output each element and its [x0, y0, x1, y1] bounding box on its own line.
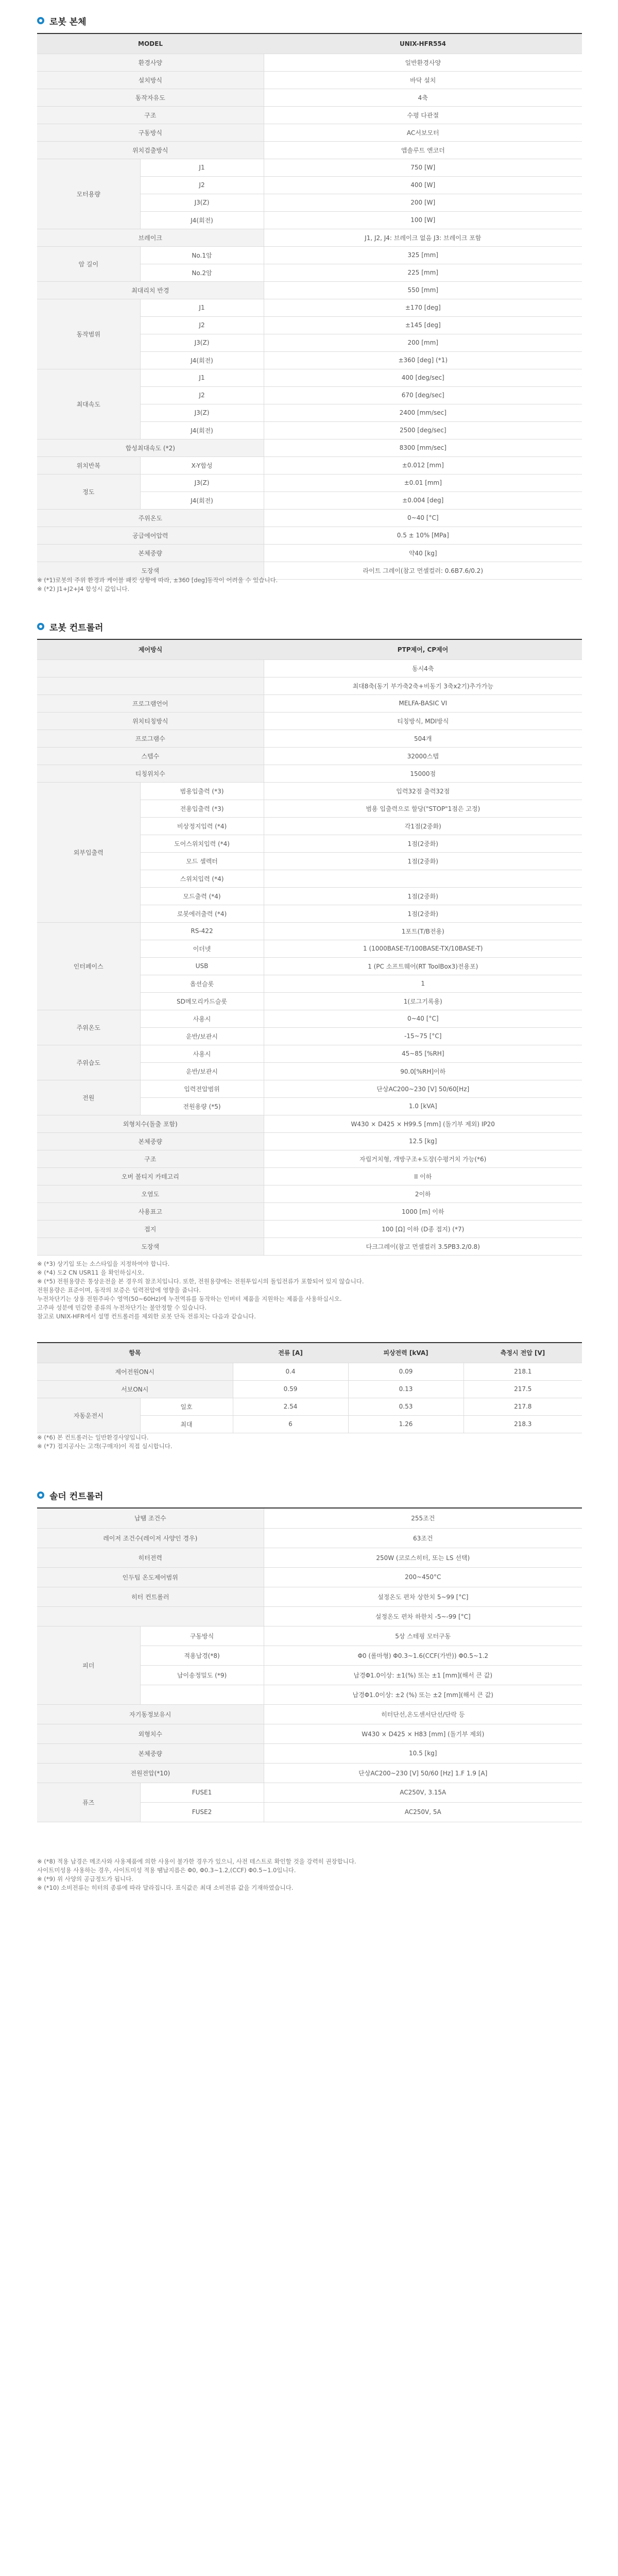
- row-label: 접지: [37, 1220, 264, 1238]
- table-row: [37, 246, 582, 264]
- table-row: [37, 694, 582, 712]
- row-value: 2400 [mm/sec]: [264, 404, 582, 421]
- row-value: 1 (PC 소프트웨어(RT ToolBox3)전용포): [264, 957, 582, 975]
- table-row: [37, 1045, 582, 1062]
- current-table-wrap: [37, 1342, 582, 1433]
- row-label: 피더: [37, 1626, 140, 1704]
- row-value: 일반환경사양: [264, 54, 582, 71]
- row-value: ±0.012 [mm]: [264, 456, 582, 474]
- row-sublabel: J1: [140, 369, 264, 386]
- row-sublabel: J2: [140, 176, 264, 194]
- row-value: 1점(2중화): [264, 852, 582, 870]
- row-label: 전원전압(*10): [37, 1763, 264, 1783]
- row-value: ±170 [deg]: [264, 299, 582, 316]
- row-label: 본체중량: [37, 1132, 264, 1150]
- row-label: 외형치수(돌출 포함): [37, 1115, 264, 1132]
- row-value: 0~40 [°C]: [264, 1010, 582, 1027]
- row-label: 공급에어압력: [37, 527, 264, 544]
- table-row: [37, 1704, 582, 1724]
- row-value: 최대8축(동기 부가축2축+비동기 3축x2기)추가가능: [264, 677, 582, 694]
- row-sublabel: FUSE1: [140, 1783, 264, 1802]
- row-sublabel: 운반/보관시: [140, 1027, 264, 1045]
- row-value: 1.26: [348, 1415, 464, 1433]
- row-value: 납경Φ1.0이상: ±2 (%) 또는 ±2 [mm](해서 큰 값): [264, 1685, 582, 1704]
- row-value: W430 × D425 × H83 [mm] (돌기부 제외): [264, 1724, 582, 1743]
- row-value: 1점(2중화): [264, 905, 582, 922]
- row-label: 동작범위: [37, 299, 140, 369]
- table-row: [37, 1509, 582, 1528]
- table-row: [37, 659, 582, 677]
- row-value: 티칭방식, MDI방식: [264, 712, 582, 730]
- row-sublabel: 비상정지입력 (*4): [140, 817, 264, 835]
- bullet-icon: [37, 623, 44, 630]
- row-sublabel: J4(회전): [140, 492, 264, 509]
- header-value: PTP제어, CP제어: [264, 640, 582, 659]
- robot-body-notes: [37, 576, 582, 594]
- table-row: [37, 1150, 582, 1167]
- row-sublabel: 사용시: [140, 1045, 264, 1062]
- row-label: 주위온도: [37, 1010, 140, 1045]
- row-value: 납경Φ1.0이상: ±1(%) 또는 ±1 [mm](해서 큰 값): [264, 1665, 582, 1685]
- row-sublabel: J1: [140, 159, 264, 176]
- section-title-text: 로봇 본체: [49, 16, 87, 27]
- note-line: ※ (*7) 접지공사는 고객(구매자)이 직접 실시합니다.: [37, 1443, 173, 1450]
- table-row: [37, 1202, 582, 1220]
- table-row: [37, 89, 582, 106]
- robot-controller-spec-table: [37, 640, 582, 1256]
- row-value: 218.1: [464, 1363, 582, 1380]
- row-value: 수평 다관절: [264, 106, 582, 124]
- row-label: 전원: [37, 1080, 140, 1115]
- row-sublabel: 적용납경(*8): [140, 1646, 264, 1665]
- row-label: 프로그램언어: [37, 694, 264, 712]
- row-sublabel: 전원용량 (*5): [140, 1097, 264, 1115]
- row-value: 바닥 설치: [264, 71, 582, 89]
- row-label: 위치티칭방식: [37, 712, 264, 730]
- table-header-row: [37, 640, 582, 659]
- table-row: [37, 765, 582, 782]
- row-value: 200 [mm]: [264, 334, 582, 351]
- row-sublabel: J1: [140, 299, 264, 316]
- row-value: W430 × D425 × H99.5 [mm] (돌기부 제외) IP20: [264, 1115, 582, 1132]
- table-row: [37, 509, 582, 527]
- row-label-empty: [37, 1606, 264, 1626]
- row-label: 암 길이: [37, 246, 140, 281]
- table-row: [37, 1398, 582, 1415]
- row-label: 외형치수: [37, 1724, 264, 1743]
- row-value: [264, 870, 582, 887]
- row-value: 약40 [kg]: [264, 544, 582, 562]
- row-value: 설정온도 편차 하한치 -5~-99 [°C]: [264, 1606, 582, 1626]
- robot-controller-notes: [37, 1260, 582, 1321]
- row-value: ±0.01 [mm]: [264, 474, 582, 492]
- table-row: [37, 229, 582, 246]
- row-sublabel: 일호: [140, 1398, 233, 1415]
- row-value: 1: [264, 975, 582, 992]
- row-value: 설정온도 편차 상한치 5~99 [°C]: [264, 1587, 582, 1606]
- solder-controller-table-wrap: [37, 1509, 582, 1822]
- row-value: 15000점: [264, 765, 582, 782]
- table-row: [37, 141, 582, 159]
- row-label: 정도: [37, 474, 140, 509]
- row-sublabel: J4(회전): [140, 351, 264, 369]
- row-sublabel: 전용입출력 (*3): [140, 800, 264, 817]
- row-value: 2500 [deg/sec]: [264, 421, 582, 439]
- row-sublabel: 모드 셀렉터: [140, 852, 264, 870]
- row-value: ±145 [deg]: [264, 316, 582, 334]
- row-value: 255조건: [264, 1509, 582, 1528]
- table-row: [37, 1080, 582, 1097]
- row-value: 63조건: [264, 1528, 582, 1548]
- row-value: J1, J2, J4: 브레이크 없음 J3: 브레이크 포함: [264, 229, 582, 246]
- table-row: [37, 474, 582, 492]
- solder-controller-notes: [37, 1857, 582, 1892]
- row-label: 오염도: [37, 1185, 264, 1202]
- row-sublabel: No.1암: [140, 246, 264, 264]
- row-value: 2.54: [233, 1398, 348, 1415]
- row-sublabel: 옵션슬롯: [140, 975, 264, 992]
- section-title-text: 솔더 컨트롤러: [49, 1491, 104, 1502]
- robot-controller-table-wrap: [37, 640, 582, 1256]
- row-sublabel: [140, 1685, 264, 1704]
- note-line: ※ (*5) 전원용량은 통상운전을 본 경우의 참조치입니다. 또한, 전원용량에는 전원투입시의 돌입전류가 포함되어 있지 않습니다.: [37, 1278, 364, 1285]
- row-label: 인두팁 온도제어범위: [37, 1567, 264, 1587]
- solder-controller-spec-table: [37, 1509, 582, 1822]
- row-label: 구동방식: [37, 124, 264, 141]
- header-label: 제어방식: [37, 640, 264, 659]
- table-header-row: [37, 34, 582, 54]
- table-row: [37, 544, 582, 562]
- row-label: 본체중량: [37, 1743, 264, 1763]
- table-row: [37, 1363, 582, 1380]
- section-title-text: 로봇 컨트롤러: [49, 622, 104, 633]
- row-label: 구조: [37, 106, 264, 124]
- table-row: [37, 124, 582, 141]
- section-title-robot-controller: [37, 620, 103, 633]
- table-row: [37, 782, 582, 800]
- note-line: ※ (*2) J1+J2+J4 합성시 값입니다.: [37, 585, 130, 592]
- row-sublabel: No.2암: [140, 264, 264, 281]
- note-line: 사이트미성용 사용하는 경우, 사이트미성 적용 땜납지름은 Φ0, Φ0.3~1.2,(CCF) Φ0.5~1.0입니다.: [37, 1867, 296, 1874]
- row-sublabel: J3(Z): [140, 194, 264, 211]
- row-sublabel: FUSE2: [140, 1802, 264, 1822]
- row-value: 45~85 [%RH]: [264, 1045, 582, 1062]
- row-value: 입력32점 출력32점: [264, 782, 582, 800]
- note-line: 고주파 성분에 민감한 종류의 누전차단기는 불안정할 수 있습니다.: [37, 1304, 207, 1311]
- bullet-icon: [37, 1492, 44, 1499]
- note-line: ※ (*1)로봇의 주위 환경과 케이블 패킷 상황에 따라, ±360 [deg]동작이 어려울 수 있습니다.: [37, 577, 278, 584]
- section-title-robot-body: [37, 14, 87, 27]
- row-sublabel: J4(회전): [140, 421, 264, 439]
- row-label: 서보ON시: [37, 1380, 233, 1398]
- robot-controller-notes-2: [37, 1433, 582, 1451]
- row-sublabel: 구동방식: [140, 1626, 264, 1646]
- row-value: 1.0 [kVA]: [264, 1097, 582, 1115]
- row-label: 퓨즈: [37, 1783, 140, 1822]
- table-row: [37, 1763, 582, 1783]
- header-label: MODEL: [37, 34, 264, 54]
- row-label: 스텝수: [37, 747, 264, 765]
- header-value: UNIX-HFR554: [264, 34, 582, 54]
- row-value: ±360 [deg] (*1): [264, 351, 582, 369]
- row-sublabel: J2: [140, 316, 264, 334]
- row-label: 제어전원ON시: [37, 1363, 233, 1380]
- row-label: 오버 볼티지 카테고리: [37, 1167, 264, 1185]
- row-sublabel: J3(Z): [140, 404, 264, 421]
- row-value: 0.09: [348, 1363, 464, 1380]
- row-value: AC250V, 5A: [264, 1802, 582, 1822]
- note-line: ※ (*3) 상기입 또는 소스타입을 지정하여야 합니다.: [37, 1260, 170, 1267]
- row-value: 0.5 ± 10% [MPa]: [264, 527, 582, 544]
- note-line: ※ (*8) 적용 납경은 메조사와 사용제품에 의한 사용이 불가한 경우가 있으니, 사전 테스트로 확인할 것을 강력히 권장합니다.: [37, 1858, 356, 1865]
- row-sublabel: 이더넷: [140, 940, 264, 957]
- row-label: 히터전력: [37, 1548, 264, 1567]
- row-label-empty: [37, 677, 264, 694]
- row-label: 위치반복: [37, 456, 140, 474]
- header-col: 전류 [A]: [233, 1343, 348, 1363]
- table-row: [37, 1743, 582, 1763]
- note-line: 누전차단기는 상용 전원주파수 영역(50~60Hz)에 누전역류를 동작하는 인버터 제품을 지원하는 제품을 사용하십시오.: [37, 1295, 342, 1302]
- header-item: 항목: [37, 1343, 233, 1363]
- table-row: [37, 369, 582, 386]
- row-value: 0.4: [233, 1363, 348, 1380]
- row-sublabel: J3(Z): [140, 474, 264, 492]
- row-value: 단상AC200~230 [V] 50/60 [Hz] 1.F 1.9 [A]: [264, 1763, 582, 1783]
- row-label: 주위온도: [37, 509, 264, 527]
- table-row: [37, 677, 582, 694]
- row-sublabel: 로봇에러출력 (*4): [140, 905, 264, 922]
- table-row: [37, 1724, 582, 1743]
- row-label: 도장색: [37, 1238, 264, 1255]
- row-sublabel: J3(Z): [140, 334, 264, 351]
- table-row: [37, 439, 582, 456]
- row-value: 400 [deg/sec]: [264, 369, 582, 386]
- table-row: [37, 1606, 582, 1626]
- row-label: 브레이크: [37, 229, 264, 246]
- row-value: Φ0 (롤마형) Φ0.3~1.6(CCF(가반)) Φ0.5~1.2: [264, 1646, 582, 1665]
- header-col: 피상전력 [kVA]: [348, 1343, 464, 1363]
- row-value: 100 [Ω] 이하 (D종 접지) (*7): [264, 1220, 582, 1238]
- row-value: 225 [mm]: [264, 264, 582, 281]
- row-value: 200~450°C: [264, 1567, 582, 1587]
- row-value: 217.5: [464, 1380, 582, 1398]
- row-value: 1점(2중화): [264, 887, 582, 905]
- row-value: 550 [mm]: [264, 281, 582, 299]
- table-row: [37, 1587, 582, 1606]
- row-label: 본체중량: [37, 544, 264, 562]
- table-row: [37, 159, 582, 176]
- row-label-empty: [37, 659, 264, 677]
- row-label: 납땜 조건수: [37, 1509, 264, 1528]
- row-label: 구조: [37, 1150, 264, 1167]
- table-row: [37, 71, 582, 89]
- row-value: II 이하: [264, 1167, 582, 1185]
- row-value: 750 [W]: [264, 159, 582, 176]
- table-row: [37, 1238, 582, 1255]
- row-value: 각1점(2중화): [264, 817, 582, 835]
- row-value: 자립거치형, 개방구조+도장(수평거치 가능(*6): [264, 1150, 582, 1167]
- row-sublabel: X-Y합성: [140, 456, 264, 474]
- row-label: 자동운전시: [37, 1398, 140, 1433]
- table-row: [37, 1115, 582, 1132]
- row-value: 1 (1000BASE-T/100BASE-TX/10BASE-T): [264, 940, 582, 957]
- table-row: [37, 456, 582, 474]
- table-row: [37, 1380, 582, 1398]
- row-label: 최대속도: [37, 369, 140, 439]
- table-row: [37, 1132, 582, 1150]
- row-label: 모터용량: [37, 159, 140, 229]
- table-row: [37, 1010, 582, 1027]
- table-row: [37, 1548, 582, 1567]
- row-label: 주위습도: [37, 1045, 140, 1080]
- table-row: [37, 1220, 582, 1238]
- table-row: [37, 730, 582, 747]
- row-value: 라이트 그레이(참고 먼셀컬러: 0.6B7.6/0.2): [264, 562, 582, 579]
- table-row: [37, 1167, 582, 1185]
- row-sublabel: 범용입출력 (*3): [140, 782, 264, 800]
- row-value: 0.53: [348, 1398, 464, 1415]
- row-label: 위치검출방식: [37, 141, 264, 159]
- row-value: 217.8: [464, 1398, 582, 1415]
- row-value: 1포트(T/B전용): [264, 922, 582, 940]
- row-value: 다크그레이(참고 먼셀컬러 3.5PB3.2/0.8): [264, 1238, 582, 1255]
- table-row: [37, 712, 582, 730]
- row-value: 670 [deg/sec]: [264, 386, 582, 404]
- header-col: 측정시 전압 [V]: [464, 1343, 582, 1363]
- note-line: 참고로 UNIX-HFR에서 설명 컨트롤러를 제외한 로봇 단독 전류치는 다음과 같습니다.: [37, 1313, 256, 1320]
- row-sublabel: J2: [140, 386, 264, 404]
- row-label: 동작자유도: [37, 89, 264, 106]
- row-value: 6: [233, 1415, 348, 1433]
- row-sublabel: 도어스위치입력 (*4): [140, 835, 264, 852]
- row-label: 인터페이스: [37, 922, 140, 1010]
- table-row: [37, 1528, 582, 1548]
- row-value: 4축: [264, 89, 582, 106]
- row-value: MELFA-BASIC VI: [264, 694, 582, 712]
- row-value: 0.59: [233, 1380, 348, 1398]
- row-value: 504개: [264, 730, 582, 747]
- row-sublabel: 모드출력 (*4): [140, 887, 264, 905]
- row-label: 설치방식: [37, 71, 264, 89]
- table-row: [37, 1567, 582, 1587]
- row-value: 동시4축: [264, 659, 582, 677]
- row-sublabel: 사용시: [140, 1010, 264, 1027]
- row-label: 도장색: [37, 562, 264, 579]
- row-label: 히터 컨트롤러: [37, 1587, 264, 1606]
- row-value: 200 [W]: [264, 194, 582, 211]
- row-label: 외부입출력: [37, 782, 140, 922]
- row-label: 자기동정보유시: [37, 1704, 264, 1724]
- table-row: [37, 1783, 582, 1802]
- row-value: 0~40 [°C]: [264, 509, 582, 527]
- row-sublabel: 운반/보관시: [140, 1062, 264, 1080]
- row-value: -15~75 [°C]: [264, 1027, 582, 1045]
- table-row: [37, 106, 582, 124]
- row-value: 단상AC200~230 [V] 50/60[Hz]: [264, 1080, 582, 1097]
- row-sublabel: 최대: [140, 1415, 233, 1433]
- robot-current-table: [37, 1343, 582, 1433]
- row-value: 8300 [mm/sec]: [264, 439, 582, 456]
- robot-body-table-wrap: [37, 34, 582, 580]
- row-value: ±0.004 [deg]: [264, 492, 582, 509]
- row-value: 5상 스테핑 모터구동: [264, 1626, 582, 1646]
- table-header-row: [37, 1343, 582, 1363]
- row-sublabel: J4(회전): [140, 211, 264, 229]
- row-value: 12.5 [kg]: [264, 1132, 582, 1150]
- table-row: [37, 527, 582, 544]
- note-line: ※ (*4) 도2 CN USR11 을 확인하십시오.: [37, 1269, 145, 1276]
- note-line: ※ (*10) 소비전류는 히터의 종류에 따라 달라집니다. 표식값은 최대 소비전류 값을 기재하였습니다.: [37, 1884, 294, 1891]
- row-value: 앱솔루트 엔코더: [264, 141, 582, 159]
- row-sublabel: RS-422: [140, 922, 264, 940]
- row-sublabel: 입력전압범위: [140, 1080, 264, 1097]
- row-label: 프로그램수: [37, 730, 264, 747]
- robot-body-spec-table: [37, 34, 582, 580]
- row-value: 218.3: [464, 1415, 582, 1433]
- row-value: 1000 [m] 이하: [264, 1202, 582, 1220]
- row-label: 합성최대속도 (*2): [37, 439, 264, 456]
- table-row: [37, 281, 582, 299]
- row-sublabel: SD메모리카드슬롯: [140, 992, 264, 1010]
- table-row: [37, 747, 582, 765]
- row-value: 범용 입출력으로 할당("STOP"1점은 고정): [264, 800, 582, 817]
- row-value: 히터단선,온도센서단선/단락 등: [264, 1704, 582, 1724]
- bullet-icon: [37, 17, 44, 24]
- row-value: 400 [W]: [264, 176, 582, 194]
- row-label: 최대리치 반경: [37, 281, 264, 299]
- row-value: 1(로그기록용): [264, 992, 582, 1010]
- section-title-solder-controller: [37, 1489, 103, 1501]
- row-label: 레이저 조건수(레이저 사양인 경우): [37, 1528, 264, 1548]
- row-label: 사용표고: [37, 1202, 264, 1220]
- row-value: 0.13: [348, 1380, 464, 1398]
- table-row: [37, 922, 582, 940]
- row-sublabel: USB: [140, 957, 264, 975]
- row-value: AC250V, 3.15A: [264, 1783, 582, 1802]
- table-row: [37, 1626, 582, 1646]
- table-row: [37, 54, 582, 71]
- row-value: 32000스텝: [264, 747, 582, 765]
- note-line: ※ (*9) 위 사양의 공급정도가 됩니다.: [37, 1875, 133, 1883]
- row-value: 100 [W]: [264, 211, 582, 229]
- note-line: ※ (*6) 본 컨트롤러는 일반환경사양입니다.: [37, 1434, 149, 1441]
- row-value: 90.0[%RH]이하: [264, 1062, 582, 1080]
- row-value: 2이하: [264, 1185, 582, 1202]
- row-value: 10.5 [kg]: [264, 1743, 582, 1763]
- row-value: 1점(2중화): [264, 835, 582, 852]
- row-label: 티칭위치수: [37, 765, 264, 782]
- row-value: 325 [mm]: [264, 246, 582, 264]
- table-row: [37, 299, 582, 316]
- row-value: AC서보모터: [264, 124, 582, 141]
- table-row: [37, 1185, 582, 1202]
- row-value: 250W (코로스히터, 또는 LS 선택): [264, 1548, 582, 1567]
- note-line: 전원용량은 표준이며, 동작의 보증은 입력전압에 영향을 줍니다.: [37, 1286, 201, 1294]
- row-label: 환경사양: [37, 54, 264, 71]
- row-sublabel: 납이송정밀도 (*9): [140, 1665, 264, 1685]
- row-sublabel: 스위치입력 (*4): [140, 870, 264, 887]
